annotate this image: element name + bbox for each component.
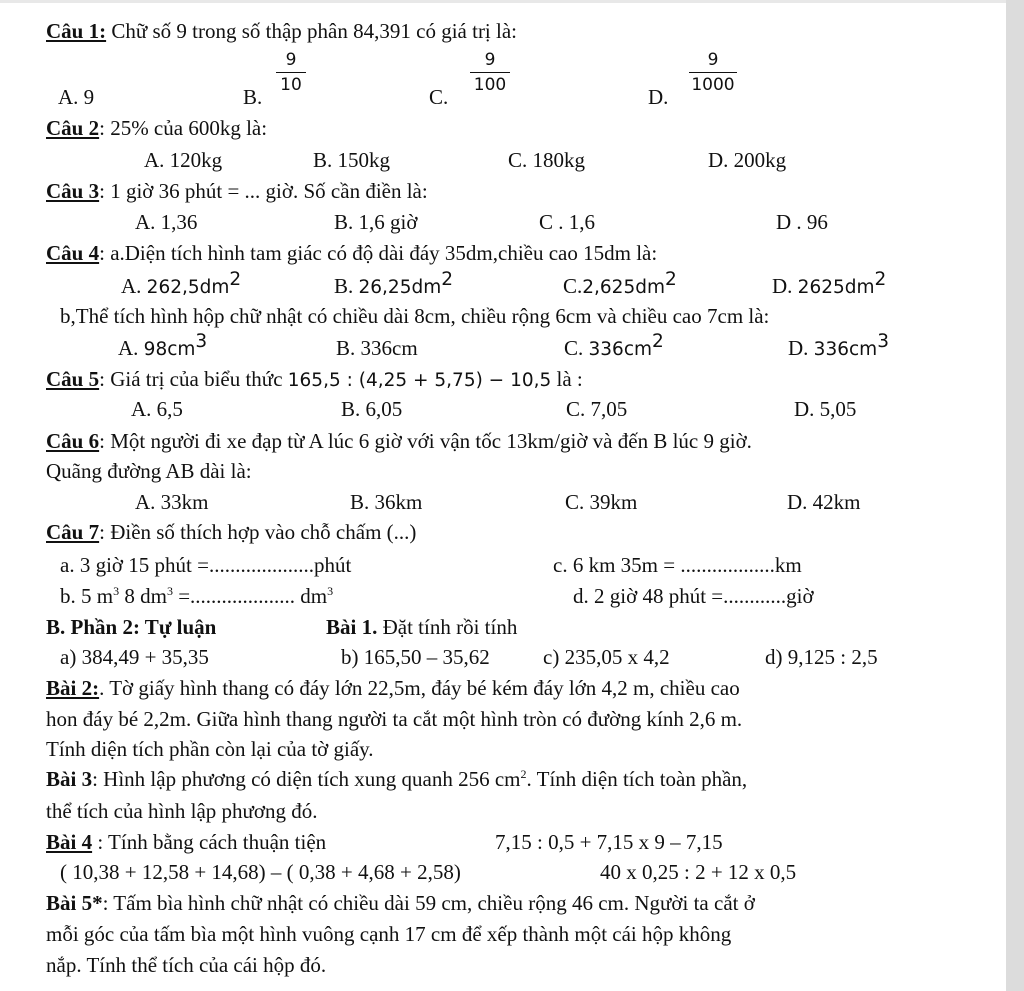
q1-b-numerator: 9: [285, 50, 297, 70]
bai5-line3: nắp. Tính thể tích của cái hộp đó.: [46, 953, 327, 977]
q4b-option-b: B. 336cm: [336, 336, 418, 360]
q4b-c-prefix: C.: [564, 336, 589, 360]
q2-heading: [46, 118, 267, 139]
q7-item-d: d. 2 giờ 48 phút =............giờ: [573, 584, 814, 608]
q4b-d-exponent: 3: [877, 331, 889, 352]
bai3-label: Bài 3: [46, 767, 93, 791]
bai2-label: Bài 2:: [46, 676, 100, 700]
q7-b-exponent-2: 3: [166, 584, 173, 598]
bai4-expression-1: 7,15 : 0,5 + 7,15 x 9 – 7,15: [495, 830, 723, 854]
q4b-d-value: 336cm: [813, 339, 878, 360]
bai4-expression-2: ( 10,38 + 12,58 + 14,68) – ( 0,38 + 4,68 + 2,58): [60, 860, 461, 884]
q2-label: Câu 2: [46, 116, 100, 140]
q4a-option-c: [563, 269, 677, 298]
q4a-b-value: 26,25dm: [358, 277, 442, 298]
q5-expression: 165,5 : (4,25 + 5,75) − 10,5: [287, 370, 552, 391]
bai4-expression-3: 40 x 0,25 : 2 + 12 x 0,5: [600, 860, 797, 884]
q1-c-denominator: 100: [473, 75, 507, 95]
bai1-item-b: [341, 647, 490, 668]
bai4-label: Bài 4: [46, 830, 93, 854]
q6-text-line2: Quãng đường AB dài là:: [46, 459, 252, 483]
q4b-text: b,Thể tích hình hộp chữ nhật có chiều dài 8cm, chiều rộng 6cm và chiều cao 7cm là:: [60, 304, 770, 328]
q7-text: : Điền số thích hợp vào chỗ chấm (...): [99, 520, 417, 544]
bai1-item-c: [543, 647, 670, 668]
q7-b-exponent-1: 3: [113, 584, 120, 598]
q3-text: : 1 giờ 36 phút = ... giờ. Số cần điền là:: [99, 179, 428, 203]
q1-d-denominator: 1000: [691, 75, 735, 95]
bai3-exponent: 2: [520, 767, 527, 781]
bai1-item-d: [765, 647, 878, 668]
q7-b-prefix: b. 5 m: [60, 584, 114, 608]
q6-option-d: D. 42km: [787, 490, 861, 514]
q4a-d-prefix: D.: [772, 274, 798, 298]
q4a-a-value: 262,5dm: [146, 277, 230, 298]
q2-option-a: A. 120kg: [144, 148, 223, 172]
q7-b-exponent-3: 3: [327, 584, 334, 598]
q4b-c-exponent: 2: [652, 331, 664, 352]
q7-heading: [46, 522, 416, 543]
q7-b-post: =.................... dm: [172, 584, 328, 608]
q4b-option-a: [118, 331, 208, 360]
top-edge: [0, 0, 1006, 3]
q4-label: Câu 4: [46, 241, 100, 265]
bai4-text: : Tính bằng cách thuận tiện: [92, 830, 327, 854]
q7-item-c: c. 6 km 35m = ..................km: [553, 553, 802, 577]
q3-option-c: C . 1,6: [539, 210, 596, 234]
q5-option-d: D. 5,05: [794, 397, 857, 421]
q4b-option-c: [564, 331, 664, 360]
q3-heading: [46, 181, 428, 202]
q5-label: Câu 5: [46, 367, 100, 391]
bai1-label: Bài 1.: [326, 615, 378, 639]
q4a-c-value: 2,625dm: [582, 277, 665, 298]
bai1-c-text: c) 235,05 x 4,2: [543, 645, 670, 669]
q3-label: Câu 3: [46, 179, 100, 203]
bai2-text: . Tờ giấy hình thang có đáy lớn 22,5m, đáy bé kém đáy lớn 4,2 m, chiều cao: [99, 676, 740, 700]
q4a-b-prefix: B.: [334, 274, 359, 298]
q4a-option-d: [772, 269, 887, 298]
bai3-line2: thể tích của hình lập phương đó.: [46, 799, 318, 823]
q1-option-b-letter: B.: [243, 85, 263, 109]
q4a-d-value: 2625dm: [797, 277, 875, 298]
q2-option-d: D. 200kg: [708, 148, 787, 172]
bai1-a-text: a) 384,49 + 35,35: [60, 645, 209, 669]
bai3-line1: [46, 769, 747, 790]
bai5-line1: [46, 893, 755, 914]
part2-title: B. Phần 2: Tự luận: [46, 615, 217, 639]
q7-item-a: a. 3 giờ 15 phút =....................phút: [60, 553, 352, 577]
q4b-a-prefix: A.: [118, 336, 144, 360]
bai3-text-pre: : Hình lập phương có diện tích xung quanh 256 cm: [92, 767, 521, 791]
q4a-a-exponent: 2: [229, 269, 242, 290]
q1-option-d-fraction: [689, 52, 737, 94]
q2-text: : 25% của 600kg là:: [99, 116, 268, 140]
q5-option-b: B. 6,05: [341, 397, 403, 421]
bai5-line2: mỗi góc của tấm bìa một hình vuông cạnh 17 cm để xếp thành một cái hộp không: [46, 922, 732, 946]
q3-option-b: B. 1,6 giờ: [334, 210, 418, 234]
q6-text: : Một người đi xe đạp từ A lúc 6 giờ với vận tốc 13km/giờ và đến B lúc 9 giờ.: [99, 429, 752, 453]
q7-item-b: [60, 586, 333, 607]
bai5-text: : Tấm bìa hình chữ nhật có chiều dài 59 cm, chiều rộng 46 cm. Người ta cắt ở: [102, 891, 755, 915]
q4b-c-value: 336cm: [588, 339, 653, 360]
q2-option-c: C. 180kg: [508, 148, 586, 172]
q5-text-post: là :: [551, 367, 583, 391]
q5-option-c: C. 7,05: [566, 397, 628, 421]
q2-option-b: B. 150kg: [313, 148, 391, 172]
q4a-c-exponent: 2: [665, 269, 677, 290]
q6-heading: [46, 431, 752, 452]
q3-option-a: A. 1,36: [135, 210, 198, 234]
q1-d-numerator: 9: [707, 50, 719, 70]
q1-text: Chữ số 9 trong số thập phân 84,391 có giá trị là:: [106, 19, 518, 43]
q7-label: Câu 7: [46, 520, 100, 544]
q3-option-d: D . 96: [776, 210, 828, 234]
scroll-edge: [1006, 0, 1024, 991]
q5-option-a: A. 6,5: [131, 397, 183, 421]
bai4-heading: [46, 832, 326, 853]
q5-heading: [46, 369, 583, 391]
q4a-option-a: [121, 269, 242, 298]
q6-option-b: B. 36km: [350, 490, 423, 514]
q4a-a-prefix: A.: [121, 274, 147, 298]
q1-option-b-fraction: [276, 52, 306, 94]
bai1-item-a: [60, 647, 209, 668]
q6-option-c: C. 39km: [565, 490, 638, 514]
q4b-a-value: 98cm: [143, 339, 196, 360]
q4b-option-d: [788, 331, 889, 360]
q4-heading: [46, 243, 657, 264]
q4a-c-prefix: C.: [563, 274, 583, 298]
q1-c-numerator: 9: [484, 50, 496, 70]
q4b-d-prefix: D.: [788, 336, 814, 360]
q4-text: : a.Diện tích hình tam giác có độ dài đáy 35dm,chiều cao 15dm là:: [99, 241, 658, 265]
q5-text-pre: : Giá trị của biểu thức: [99, 367, 288, 391]
bai1-text: Đặt tính rồi tính: [377, 615, 518, 639]
bai3-text-post: . Tính diện tích toàn phần,: [526, 767, 748, 791]
q1-option-a: A. 9: [58, 85, 95, 109]
q1-label: Câu 1:: [46, 19, 107, 43]
bai2-line3: Tính diện tích phần còn lại của tờ giấy.: [46, 737, 374, 761]
q4b-a-exponent: 3: [195, 331, 208, 352]
q6-label: Câu 6: [46, 429, 100, 453]
q7-b-mid: 8 dm: [119, 584, 167, 608]
q1-b-denominator: 10: [280, 75, 302, 95]
q1-option-d-letter: D.: [648, 85, 669, 109]
q1-option-c-fraction: [470, 52, 510, 94]
q1-option-c-letter: C.: [429, 85, 449, 109]
bai2-line1: [46, 678, 740, 699]
bai5-label: Bài 5*: [46, 891, 103, 915]
q6-option-a: A. 33km: [135, 490, 209, 514]
bai2-line2: hon đáy bé 2,2m. Giữa hình thang người ta cắt một hình tròn có đường kính 2,6 m.: [46, 707, 743, 731]
bai1-b-text: b) 165,50 – 35,62: [341, 645, 490, 669]
q4a-option-b: [334, 269, 454, 298]
bai1-d-text: d) 9,125 : 2,5: [765, 645, 878, 669]
q4a-b-exponent: 2: [441, 269, 454, 290]
bai1-heading: [326, 617, 517, 638]
q4a-d-exponent: 2: [874, 269, 887, 290]
q1-heading: [46, 21, 517, 42]
